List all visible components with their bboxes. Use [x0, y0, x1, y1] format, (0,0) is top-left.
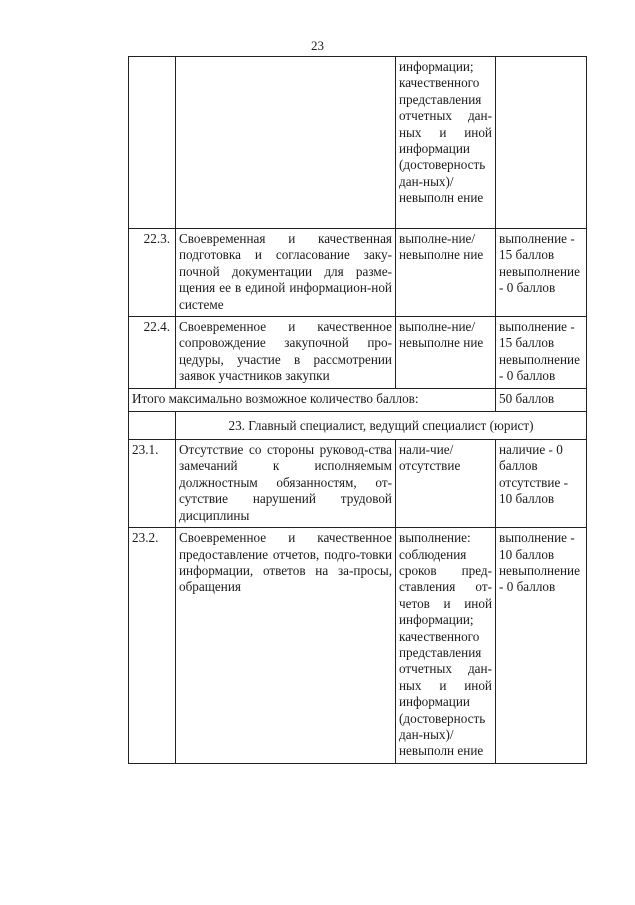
row-number: 23.2.	[129, 528, 176, 764]
table-row	[129, 229, 587, 317]
row-number: 22.4.	[129, 317, 176, 389]
section-title: 23. Главный специалист, ведущий специалист (юрист)	[176, 411, 587, 439]
section-header-row	[129, 411, 587, 439]
criterion-cell: выполне-ние/невыполне ние	[396, 317, 496, 389]
points-cell: наличие - 0 баллов отсутствие - 10 баллов	[496, 440, 587, 528]
total-value: 50 баллов	[496, 388, 587, 411]
criterion-cell: выполне-ние/невыполне ние	[396, 229, 496, 317]
indicator-cell: Отсутствие со стороны руковод-ства замечаний к исполняемым должностным обязанностям, от-сутствие нарушений трудовой дисциплины	[176, 440, 396, 528]
evaluation-table	[128, 56, 587, 764]
table-cell	[496, 57, 587, 229]
table-row	[129, 57, 587, 229]
indicator-cell: Своевременное и качественное предоставление отчетов, подго-товки информации, ответов на за-просы, обращения	[176, 528, 396, 764]
indicator-cell: Своевременная и качественная подготовка и согласование заку-почной документации для разме-щения ее в единой информацион-ной системе	[176, 229, 396, 317]
page-number: 23	[311, 38, 324, 53]
table-cell	[129, 57, 176, 229]
row-number: 22.3.	[129, 229, 176, 317]
table-row	[129, 317, 587, 389]
table-cell	[129, 411, 176, 439]
indicator-cell: Своевременное и качественное сопровождение закупочной про-цедуры, участие в рассмотрении заявок участников закупки	[176, 317, 396, 389]
criterion-cell: выполнение: соблюдения сроков пред-ставления от-четов и иной информации; качественного представления отчетных дан-ных и иной информации (достоверность дан-ных)/невыполн ение	[396, 528, 496, 764]
points-cell: выполнение - 10 баллов невыполнение - 0 баллов	[496, 528, 587, 764]
points-cell: выполнение - 15 баллов невыполнение - 0 баллов	[496, 229, 587, 317]
criterion-cell: нали-чие/отсутствие	[396, 440, 496, 528]
criterion-cell: информации; качественного представления отчетных дан-ных и иной информации (достоверность дан-ных)/невыполн ение	[396, 57, 496, 229]
table-cell	[176, 57, 396, 229]
row-number: 23.1.	[129, 440, 176, 528]
points-cell: выполнение - 15 баллов невыполнение - 0 баллов	[496, 317, 587, 389]
table-row	[129, 440, 587, 528]
total-label: Итого максимально возможное количество баллов:	[129, 388, 496, 411]
table-row	[129, 528, 587, 764]
total-row	[129, 388, 587, 411]
